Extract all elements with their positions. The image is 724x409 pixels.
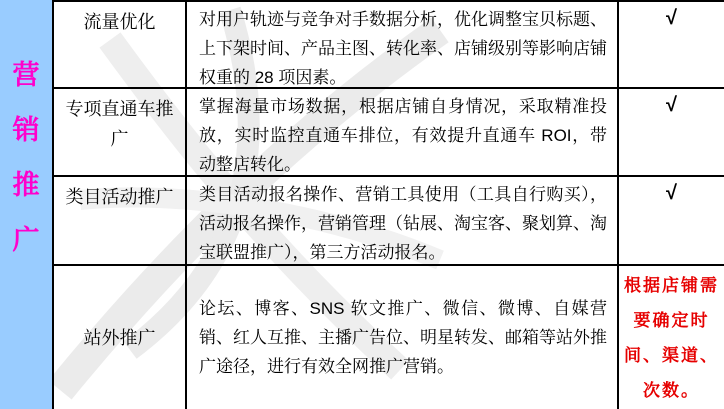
row-label: 站外推广 (54, 266, 187, 409)
category-char: 推 (12, 170, 40, 200)
table-row-offsite-promotion (54, 266, 724, 409)
note-text: 根据店铺需要确定时间、渠道、次数。 (624, 275, 719, 400)
row-description: 对用户轨迹与竞争对手数据分析，优化调整宝贝标题、上下架时间、产品主图、转化率、店铺级别等影响店铺权重的 28 项因素。 (187, 2, 619, 87)
table-row-traffic-optimization (54, 2, 724, 89)
category-char: 营 (12, 60, 40, 90)
checkmark-icon: √ (666, 182, 677, 204)
table-row-category-activity-promotion (54, 177, 724, 266)
category-char: 销 (12, 115, 40, 145)
promotion-table (52, 0, 724, 409)
row-label: 流量优化 (54, 2, 187, 87)
row-description (187, 266, 619, 409)
category-band-marketing-promotion (0, 0, 52, 409)
checkmark-icon: √ (666, 94, 677, 116)
row-label: 专项直通车推广 (54, 89, 187, 175)
row-label: 类目活动推广 (54, 177, 187, 264)
row-status-note (619, 266, 724, 409)
row-description: 类目活动报名操作、营销工具使用（工具自行购买），活动报名操作，营销管理（钻展、淘宝客、聚划算、淘宝联盟推广），第三方活动报名。 (187, 177, 619, 264)
table-row-zhitongche-promotion (54, 89, 724, 177)
row-description: 掌握海量市场数据，根据店铺自身情况，采取精准投放，实时监控直通车排位，有效提升直通车 ROI，带动整店转化。 (187, 89, 619, 175)
checkmark-icon: √ (666, 7, 677, 29)
category-char: 广 (12, 225, 40, 255)
row-description-text: 论坛、博客、SNS 软文推广、微信、微博、自媒营销、红人互推、主播广告位、明星转发、邮箱等站外推广途径，进行有效全网推广营销。 (199, 299, 607, 376)
